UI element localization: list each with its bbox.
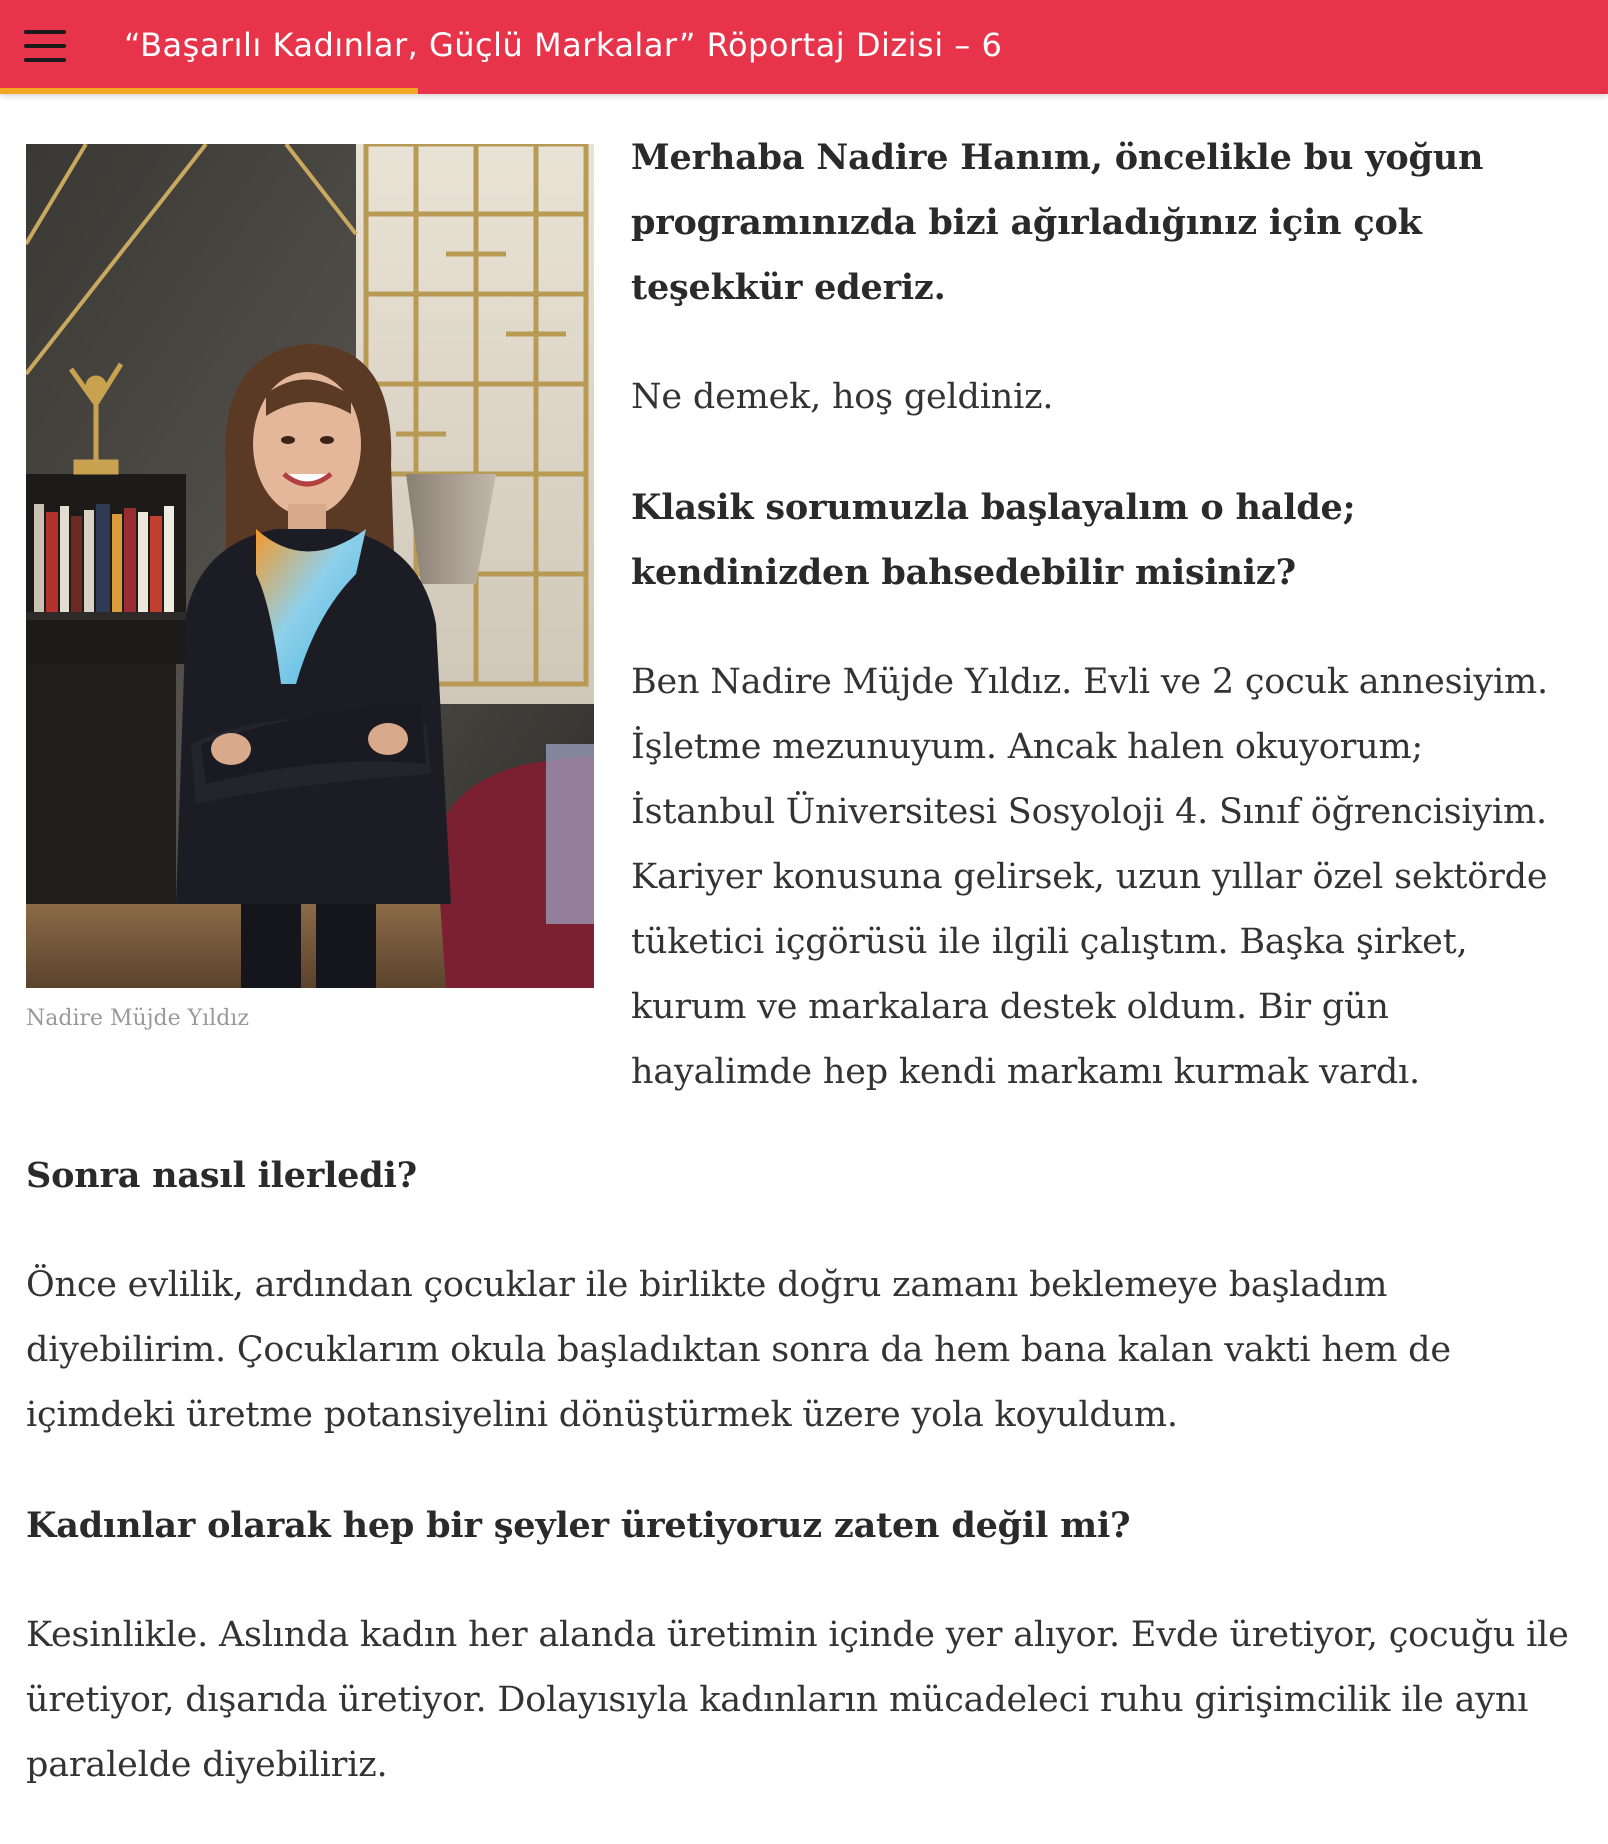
page-title: “Başarılı Kadınlar, Güçlü Markalar” Röportaj Dizisi – 6 xyxy=(124,26,1003,64)
question-2: Klasik sorumuzla başlayalım o halde; kendinizden bahsedebilir misiniz? xyxy=(631,487,1356,593)
answer-3: Önce evlilik, ardından çocuklar ile birlikte doğru zamanı beklemeye başladım diyebilirim. Çocuklarım okula başladıktan sonra da hem bana kalan vakti hem de içimdeki üretme potansiyelini dönüştürmek üzere yola koyuldum. xyxy=(26,1265,1451,1435)
hamburger-menu-icon[interactable] xyxy=(24,30,66,64)
question-3: Sonra nasıl ilerledi? xyxy=(26,1155,417,1196)
answer-4: Kesinlikle. Aslında kadın her alanda üretimin içinde yer alıyor. Evde üretiyor, çocuğu ile üretiyor, dışarıda üretiyor. Dolayısıyla kadınların mücadeleci ruhu girişimcilik ile aynı paralelde diyebiliriz. xyxy=(26,1615,1569,1785)
article-figure xyxy=(26,144,594,1031)
answer-1: Ne demek, hoş geldiniz. xyxy=(631,377,1054,417)
question-4: Kadınlar olarak hep bir şeyler üretiyoruz zaten değil mi? xyxy=(26,1505,1131,1546)
top-app-bar xyxy=(0,0,1608,94)
portrait-photo xyxy=(26,144,594,988)
portrait-illustration xyxy=(26,144,594,988)
question-1: Merhaba Nadire Hanım, öncelikle bu yoğun programınızda bizi ağırladığınız için çok teşekkür ederiz. xyxy=(631,137,1484,308)
photo-caption: Nadire Müjde Yıldız xyxy=(26,1006,249,1031)
article-column xyxy=(631,125,1561,1105)
reading-progress-bar xyxy=(0,88,418,94)
article-body xyxy=(26,1143,1586,1798)
answer-2: Ben Nadire Müjde Yıldız. Evli ve 2 çocuk annesiyim. İşletme mezunuyum. Ancak halen okuyorum; İstanbul Üniversitesi Sosyoloji 4. Sınıf öğrencisiyim. Kariyer konusuna gelirsek, uzun yıllar özel sektörde tüketici içgörüsü ile ilgili çalıştım. Başka şirket, kurum ve markalara destek oldum. Bir gün hayalimde hep kendi markamı kurmak vardı. xyxy=(631,662,1548,1092)
